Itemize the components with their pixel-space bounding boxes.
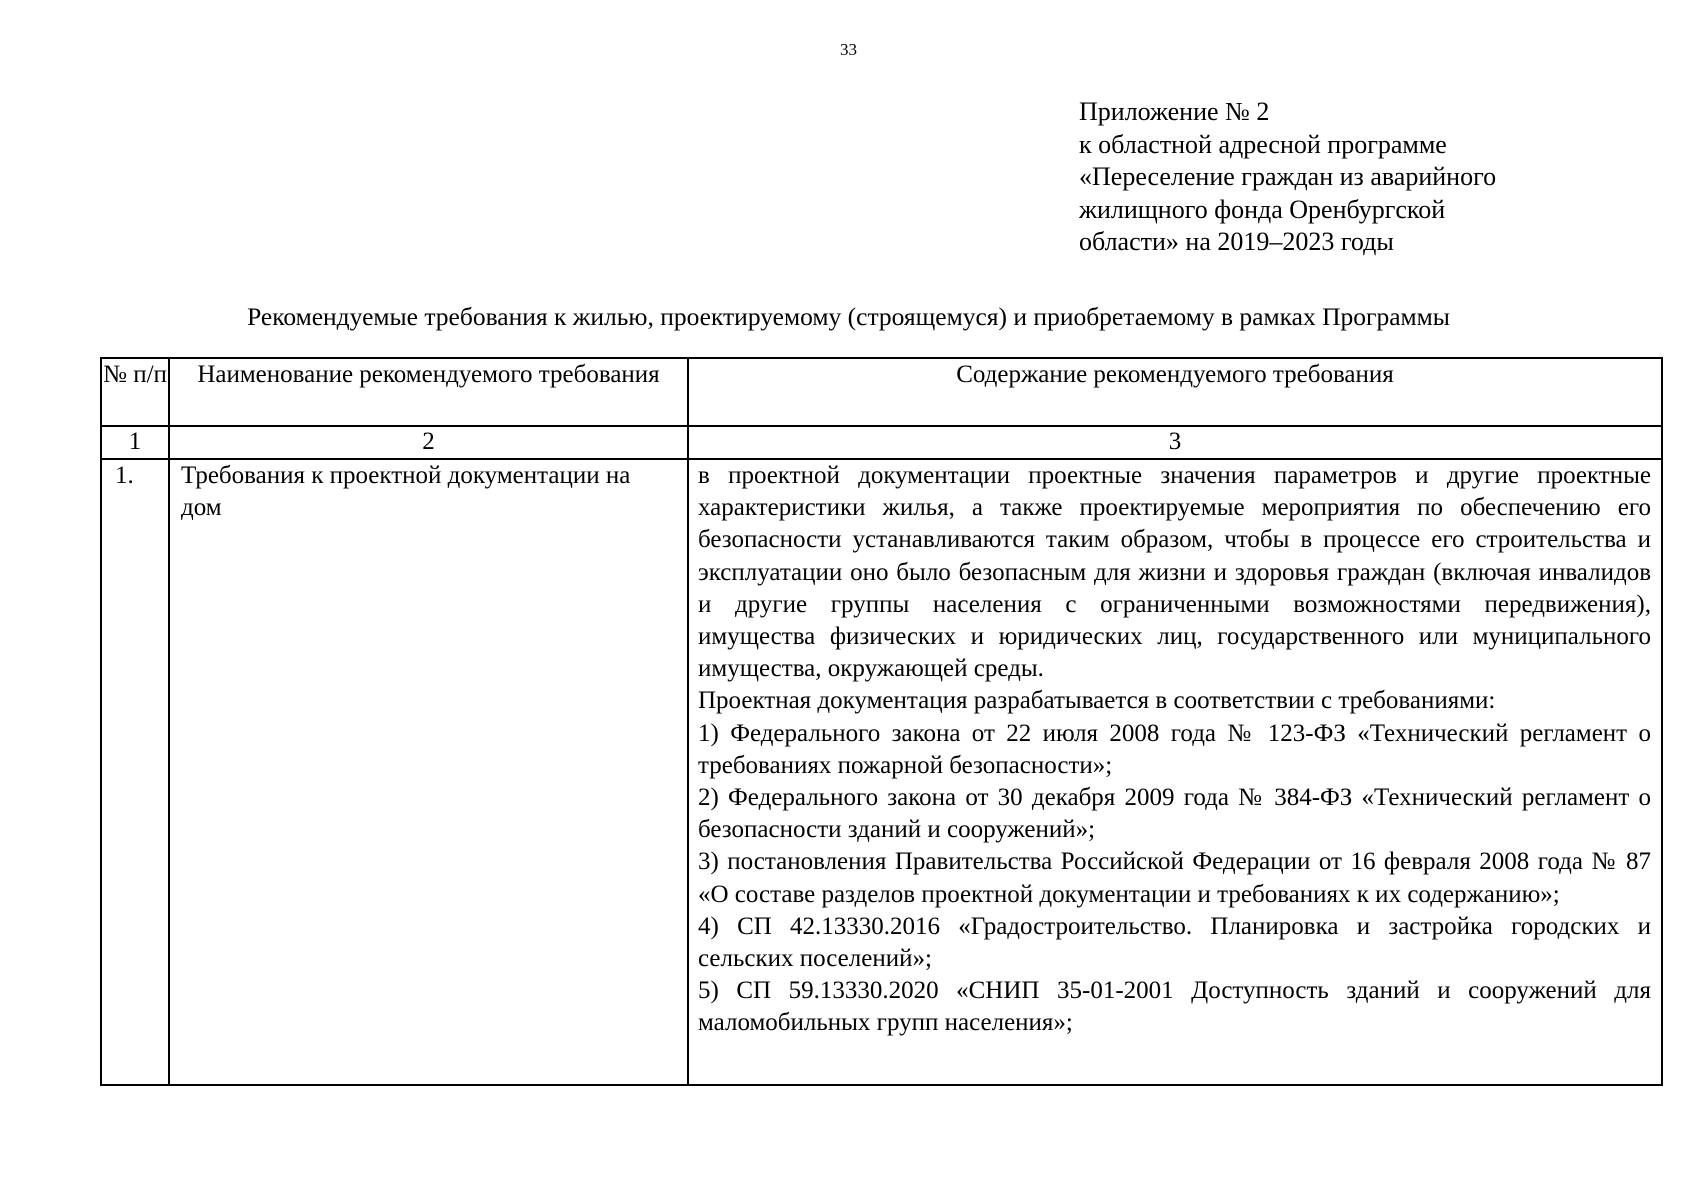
table-row	[101, 459, 1662, 1085]
content-paragraph: 4) СП 42.13330.2016 «Градостроительство. Планировка и застройка городских и сельских поселений»;	[698, 912, 1651, 973]
appendix-line: области» на 2019–2023 годы	[1079, 227, 1394, 256]
content-paragraph: 5) СП 59.13330.2020 «СНИП 35-01-2001 Доступность зданий и сооружений для маломобильных групп населения»;	[698, 977, 1651, 1037]
content-paragraph: Проектная документация разрабатывается в соответствии с требованиями:	[698, 687, 1496, 715]
row-name: Требования к проектной документации на дом	[169, 459, 688, 1085]
content-paragraph: 2) Федерального закона от 30 декабря 2009 года № 384-ФЗ «Технический регламент о безопасности зданий и сооружений»;	[698, 784, 1651, 844]
column-number-row	[101, 426, 1662, 459]
appendix-block	[1079, 96, 1496, 259]
requirements-table	[100, 357, 1663, 1086]
header-content: Содержание рекомендуемого требования	[688, 358, 1662, 426]
appendix-line: жилищного фонда Оренбургской	[1079, 194, 1446, 224]
content-paragraph: в проектной документации проектные значения параметров и другие проектные характеристики жилья, а также проектируемые мероприятия по обеспечению его безопасности устанавливаются таким образом, чтобы в процессе его строительства и эксплуатации оно было безопасным для жизни и здоровья граждан (включая инвалидов и другие группы населения с ограниченными возможностями передвижения), имущества физических и юридических лиц, государственного или муниципального имущества, окружающей среды.	[698, 462, 1651, 683]
row-num: 1.	[101, 459, 169, 1085]
content-paragraph: 1) Федерального закона от 22 июля 2008 года № 123-ФЗ «Технический регламент о требованиях пожарной безопасности»;	[698, 719, 1651, 779]
column-number: 3	[688, 426, 1662, 459]
document-title: Рекомендуемые требования к жилью, проектируемому (строящемуся) и приобретаемому в рамках Программы	[247, 302, 1450, 331]
column-number: 1	[101, 426, 169, 459]
appendix-line: «Переселение граждан из аварийного	[1079, 162, 1497, 191]
appendix-line: Приложение № 2	[1079, 97, 1270, 126]
appendix-line: к областной адресной программе	[1079, 129, 1447, 159]
header-num: № п/п	[101, 358, 169, 426]
row-content	[688, 459, 1662, 1085]
page-number: 33	[840, 40, 857, 59]
header-name: Наименование рекомендуемого требования	[169, 358, 688, 426]
table-header-row	[101, 358, 1662, 426]
column-number: 2	[169, 426, 688, 459]
content-paragraph: 3) постановления Правительства Российской Федерации от 16 февраля 2008 года № 87 «О составе разделов проектной документации и требованиях к их содержанию»;	[698, 848, 1651, 908]
